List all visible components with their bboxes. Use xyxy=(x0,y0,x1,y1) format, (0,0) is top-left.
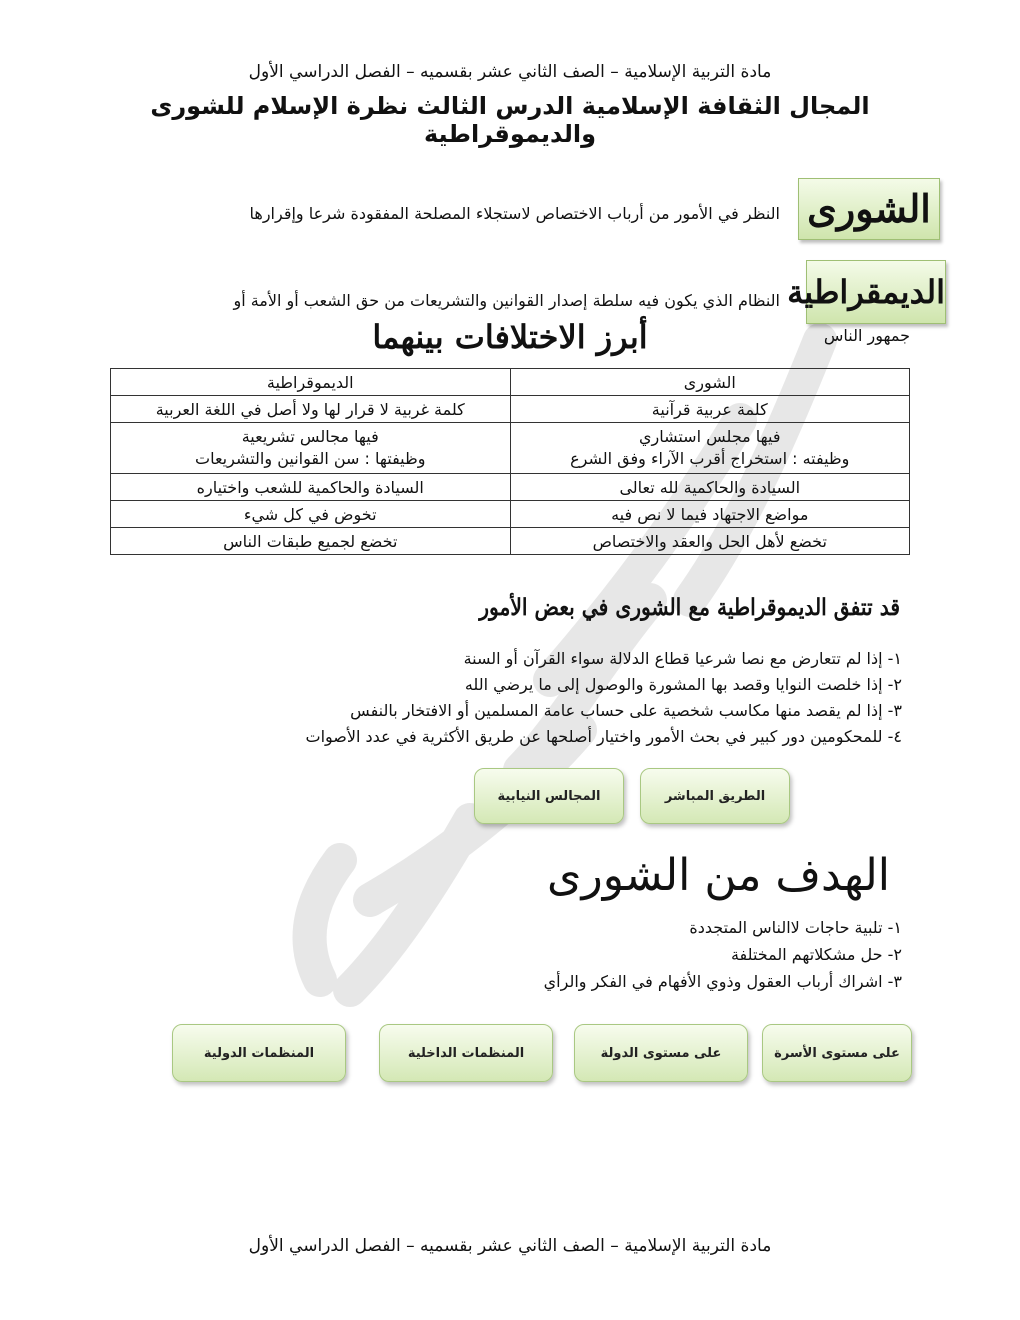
goal-list xyxy=(300,914,902,995)
table-cell-democracy: كلمة غربية لا قرار لها ولا أصل في اللغة العربية xyxy=(111,396,511,423)
term-box-democracy: الديمقراطية xyxy=(806,260,946,324)
list-item: ٣- إذا لم يقصد منها مكاسب شخصية على حساب عامة المسلمين أو الافتخار بالنفس xyxy=(350,701,902,720)
definition-shura: النظر في الأمور من أرباب الاختصاص لاستجلاء المصلحة المفقودة شرعا وإقرارها xyxy=(249,204,780,223)
table-cell-democracy: تخضع لجميع طبقات الناس xyxy=(111,528,511,555)
table-cell-shura: تخضع لأهل الحل والعقد والاختصاص xyxy=(510,528,910,555)
lesson-title: المجال الثقافة الإسلامية الدرس الثالث نظرة الإسلام للشورى والديموقراطية xyxy=(150,92,870,148)
family-level-button[interactable]: على مستوى الأسرة xyxy=(762,1024,912,1082)
page-header: مادة التربية الإسلامية – الصف الثاني عشر بقسميه – الفصل الدراسي الأول xyxy=(248,62,772,82)
table-row xyxy=(111,396,910,423)
table-header-shura: الشورى xyxy=(510,369,910,396)
parliament-button[interactable]: المجالس النيابية xyxy=(474,768,624,824)
page-footer: مادة التربية الإسلامية – الصف الثاني عشر بقسميه – الفصل الدراسي الأول xyxy=(248,1236,772,1256)
table-cell-democracy xyxy=(111,423,511,474)
definition-democracy-continued: جمهور الناس xyxy=(823,326,910,345)
direct-method-button[interactable]: الطريق المباشر xyxy=(640,768,790,824)
table-row xyxy=(111,501,910,528)
list-item: ٣- اشراك أرباب العقول وذوي الأفهام في الفكر والرأي xyxy=(543,972,902,991)
table-cell-democracy: تخوض في كل شيء xyxy=(111,501,511,528)
table-cell-shura: مواضع الاجتهاد فيما لا نص فيه xyxy=(510,501,910,528)
list-item: ٢- إذا خلصت النوايا وقصد بها المشورة والوصول إلى ما يرضي الله xyxy=(464,675,902,694)
table-header-democracy: الديموقراطية xyxy=(111,369,511,396)
table-cell-shura xyxy=(510,423,910,474)
table-cell-democracy: السيادة والحاكمية للشعب واختياره xyxy=(111,474,511,501)
state-level-button[interactable]: على مستوى الدولة xyxy=(574,1024,748,1082)
table-row xyxy=(111,423,910,474)
list-item: ٤- للمحكومين دور كبير في بحث الأمور واختيار أصلحها عن طريق الأكثرية في عدد الأصوات xyxy=(305,727,902,746)
list-item: ١- إذا لم تتعارض مع نصا شرعيا قطاع الدلالة سواء القرآن أو السنة xyxy=(463,649,902,668)
cell-line: وظيفتها : سن القوانين والتشريعات xyxy=(195,449,426,468)
comparison-table xyxy=(110,368,910,555)
internal-organizations-button[interactable]: المنظمات الداخلية xyxy=(379,1024,553,1082)
list-item: ١- تلبية حاجات لاالناس المتجددة xyxy=(689,918,902,937)
list-item: ٢- حل مشكلاتهم المختلفة xyxy=(730,945,902,964)
cell-line: فيها مجلس استشاري xyxy=(638,427,781,446)
table-row xyxy=(111,474,910,501)
definition-democracy: النظام الذي يكون فيه سلطة إصدار القوانين والتشريعات من حق الشعب أو الأمة أو xyxy=(233,291,780,310)
table-cell-shura: السيادة والحاكمية لله تعالى xyxy=(510,474,910,501)
goal-heading: الهدف من الشورى xyxy=(547,850,890,901)
term-box-shura: الشورى xyxy=(798,178,940,240)
table-header-row xyxy=(111,369,910,396)
table-row xyxy=(111,528,910,555)
cell-line: وظيفته : استخراج أقرب الآراء وفق الشرع xyxy=(570,449,850,468)
agreement-list xyxy=(150,646,902,750)
differences-heading: أبرز الاختلافات بينهما xyxy=(372,318,648,356)
agreement-heading: قد تتفق الديموقراطية مع الشورى في بعض الأمور xyxy=(479,594,900,621)
cell-line: فيها مجالس تشريعية xyxy=(241,427,379,446)
international-organizations-button[interactable]: المنظمات الدولية xyxy=(172,1024,346,1082)
table-cell-shura: كلمة عربية قرآنية xyxy=(510,396,910,423)
